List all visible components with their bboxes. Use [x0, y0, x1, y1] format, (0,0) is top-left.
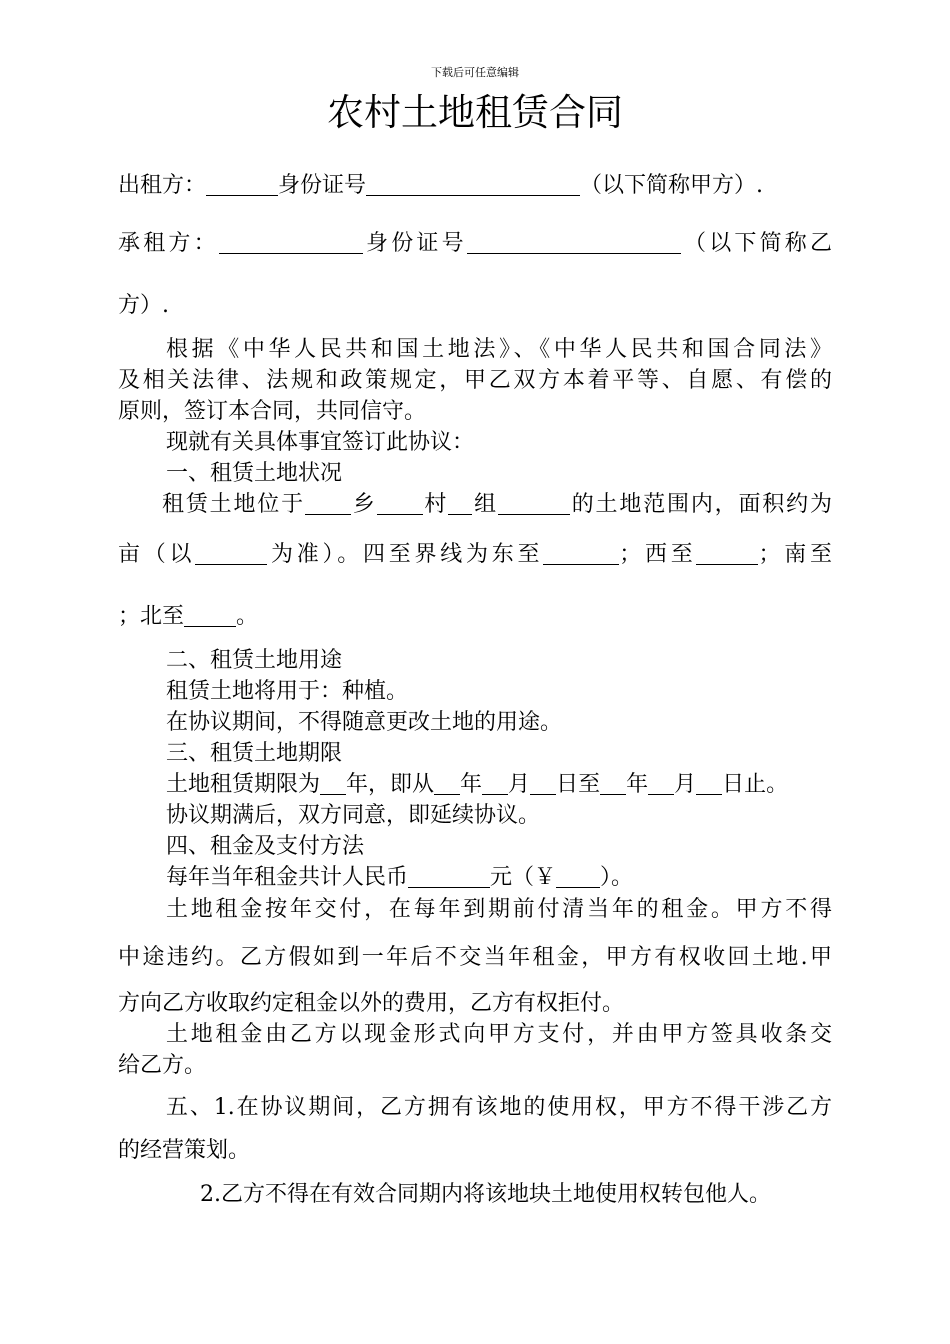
section1-text: 亩（以 — [118, 542, 196, 567]
section4-paragraph-line: 中途违约。乙方假如到一年后不交当年租金，甲方有权收回土地.甲 — [118, 945, 832, 970]
section1-north-line — [118, 603, 832, 631]
north-boundary-blank[interactable] — [184, 604, 236, 627]
lessee-id-label: 身份证号 — [362, 231, 467, 256]
term-years-blank[interactable] — [320, 772, 346, 795]
section3-text: 月 — [674, 772, 697, 797]
preamble-line: 原则，签订本合同，共同信守。 — [118, 399, 427, 424]
section1-text: 乡 — [350, 492, 377, 517]
lessor-name-blank[interactable] — [206, 173, 278, 196]
section2-line: 租赁土地将用于：种植。 — [166, 679, 409, 704]
section3-text: 土地租赁期限为 — [166, 772, 321, 797]
lessor-suffix: （以下简称甲方）. — [580, 173, 764, 198]
measure-blank[interactable] — [195, 542, 267, 565]
group-blank[interactable] — [448, 492, 472, 515]
lessee-id-blank[interactable] — [467, 231, 681, 254]
end-month-blank[interactable] — [648, 772, 674, 795]
preamble-line: 根据《中华人民共和国土地法》、《中华人民共和国合同法》 — [166, 337, 832, 362]
lessee-suffix: （以下简称乙 — [680, 231, 832, 256]
section1-text: 村 — [422, 492, 449, 517]
section4-text: 元（￥ — [490, 865, 557, 890]
lessee-name-blank[interactable] — [219, 231, 363, 254]
section5-paragraph-line: 五、1.在协议期间，乙方拥有该地的使用权，甲方不得干涉乙方 — [166, 1095, 832, 1120]
section3-text: 年 — [460, 772, 483, 797]
section1-text: 租赁土地位于 — [162, 492, 305, 517]
section4-paragraph-line: 给乙方。 — [118, 1053, 207, 1078]
section1-text: 组 — [472, 492, 498, 517]
section4-heading: 四、租金及支付方法 — [166, 834, 365, 859]
section2-line: 在协议期间，不得随意更改土地的用途。 — [166, 710, 563, 735]
header-note: 下载后可任意编辑 — [431, 66, 519, 79]
section4-text: ）。 — [600, 865, 634, 890]
section4-paragraph-line: 土地租金由乙方以现金形式向甲方支付，并由甲方签具收条交 — [166, 1022, 832, 1047]
start-day-blank[interactable] — [530, 772, 556, 795]
section4-text: 每年当年租金共计人民币 — [166, 865, 409, 890]
section4-rent-line — [166, 864, 832, 892]
section1-text: 为准）。四至界线为东至 — [267, 542, 544, 567]
east-boundary-blank[interactable] — [543, 542, 619, 565]
section3-text: 日止。 — [722, 772, 789, 797]
lessor-line — [118, 172, 832, 200]
section3-text: 年，即从 — [346, 772, 435, 797]
lessee-label: 承租方： — [118, 231, 219, 256]
lessor-id-blank[interactable] — [366, 173, 580, 196]
document-title: 农村土地租赁合同 — [327, 91, 623, 134]
section1-text: ；西至 — [619, 542, 697, 567]
lessor-id-label: 身份证号 — [278, 173, 367, 198]
rent-amount-blank[interactable] — [408, 865, 490, 888]
section4-paragraph-line: 方向乙方收取约定租金以外的费用，乙方有权拒付。 — [118, 991, 625, 1016]
lessor-label: 出租方： — [118, 173, 207, 198]
village-blank[interactable] — [377, 492, 423, 515]
section1-text: ；南至 — [758, 542, 832, 567]
section3-heading: 三、租赁土地期限 — [166, 741, 343, 766]
lessee-suffix-cont: 方）. — [118, 293, 169, 318]
section2-heading: 二、租赁土地用途 — [166, 648, 343, 673]
section3-line: 协议期满后，双方同意，即延续协议。 — [166, 803, 541, 828]
rent-figure-blank[interactable] — [556, 865, 600, 888]
section3-text: 月 — [508, 772, 531, 797]
end-day-blank[interactable] — [696, 772, 722, 795]
section4-paragraph-line: 土地租金按年交付，在每年到期前付清当年的租金。甲方不得 — [166, 897, 832, 922]
section1-location-line — [162, 491, 832, 519]
section3-text: 日至 — [556, 772, 601, 797]
section1-boundary-line — [118, 541, 832, 569]
range-blank[interactable] — [498, 492, 570, 515]
section1-text: 。 — [236, 604, 259, 629]
west-boundary-blank[interactable] — [696, 542, 758, 565]
section5-paragraph-line: 2.乙方不得在有效合同期内将该地块土地使用权转包他人。 — [200, 1182, 771, 1207]
section3-term-line — [166, 771, 832, 799]
section5-paragraph-line: 的经营策划。 — [118, 1138, 251, 1163]
preamble-line: 及相关法律、法规和政策规定，甲乙双方本着平等、自愿、有偿的 — [118, 368, 832, 393]
section1-text: ；北至 — [118, 604, 185, 629]
start-year-blank[interactable] — [434, 772, 460, 795]
start-month-blank[interactable] — [482, 772, 508, 795]
section1-text: 的土地范围内，面积约为 — [569, 492, 832, 517]
section1-heading: 一、租赁土地状况 — [166, 461, 343, 486]
section3-text: 年 — [626, 772, 649, 797]
township-blank[interactable] — [305, 492, 351, 515]
lessee-line — [118, 230, 832, 258]
preamble-line: 现就有关具体事宜签订此协议： — [166, 430, 475, 455]
end-year-blank[interactable] — [600, 772, 626, 795]
